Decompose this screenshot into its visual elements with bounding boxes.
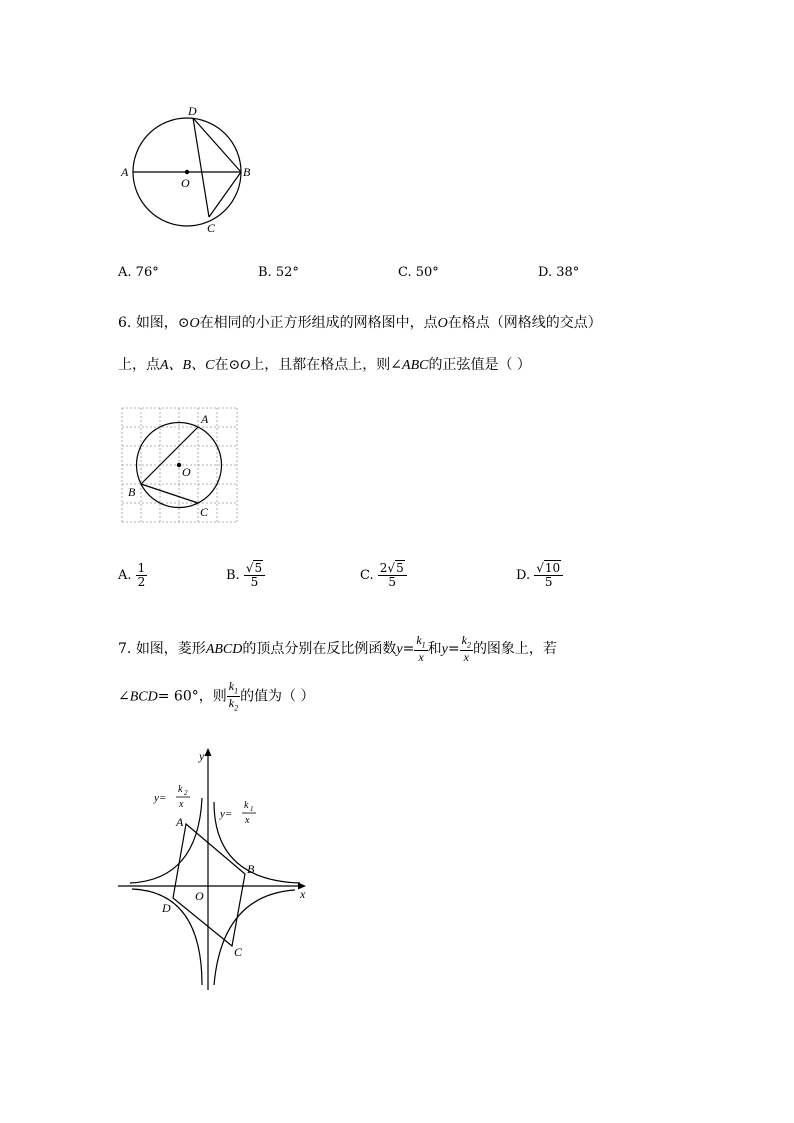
- q6-label-B: B: [128, 485, 136, 499]
- q7-curve-label-right-y: y=: [220, 808, 233, 820]
- q5-option-d-letter: D.: [538, 265, 553, 280]
- q5-option-b-letter: B.: [258, 265, 272, 280]
- q7-label-y-axis: y: [199, 749, 205, 763]
- q7-func1-den: x: [418, 650, 424, 665]
- q5-center-dot: [185, 170, 189, 174]
- q6-text-2d: 的正弦值是（ ）: [428, 357, 531, 373]
- q6-option-a-fraction: [136, 562, 148, 589]
- q7-ratio-num: [227, 680, 240, 697]
- q6-text-2b: 在: [214, 357, 229, 373]
- q7-func2-k: k: [461, 633, 467, 647]
- q7-ratio-den: [227, 697, 240, 713]
- q5-option-a[interactable]: [118, 265, 159, 280]
- q7-curve-label-left-y: y=: [154, 792, 167, 804]
- q6-option-a-num: 1: [137, 561, 146, 575]
- q6-option-b[interactable]: [226, 562, 265, 589]
- q7-func2-eq: =: [447, 641, 460, 658]
- q7-func1-k: k: [416, 633, 422, 647]
- q7-ratio-frac: [227, 680, 240, 713]
- q6-option-c-radicand: 5: [396, 561, 404, 575]
- q7-ratio-k1: k: [228, 679, 235, 693]
- q5-option-a-letter: A.: [118, 265, 132, 280]
- q6-option-a-letter: A.: [118, 568, 132, 584]
- q6-circle-symbol-2: ⊙O: [228, 358, 251, 373]
- q5-label-O: O: [181, 176, 190, 190]
- q7-func1-num: [414, 634, 427, 651]
- q6-option-c-den: 5: [388, 575, 397, 590]
- q6-line-1: [118, 312, 602, 332]
- q6-option-b-letter: B.: [226, 568, 240, 584]
- q6-text-1b: 在相同的小正方形组成的网格图中，点: [199, 315, 438, 331]
- q7-label-x-axis: x: [300, 887, 306, 901]
- q7-label-B: B: [247, 862, 255, 876]
- q5-option-c-value: 50°: [415, 265, 439, 280]
- q5-circle-figure: [110, 95, 270, 245]
- q7-text-1b: 的顶点分别在反比例函数: [242, 641, 397, 658]
- q7-rhombus-ABCD: [173, 824, 245, 946]
- q5-option-a-value: 76°: [135, 265, 159, 280]
- q6-option-d-letter: D.: [516, 568, 531, 584]
- q6-option-a[interactable]: [118, 562, 147, 589]
- q6-option-d-num: √10: [534, 562, 563, 576]
- q5-option-d-value: 38°: [556, 265, 580, 280]
- q7-ratio-sub1: 1: [234, 686, 239, 696]
- q7-text-1d: 的图象上，若: [472, 641, 557, 658]
- q6-option-d-fraction: [534, 562, 563, 589]
- q7-angle: ∠BCD: [118, 689, 158, 705]
- q6-option-c-fraction: [378, 562, 407, 589]
- q7-ratio-k2: k: [228, 696, 235, 711]
- q5-option-b-value: 52°: [275, 265, 299, 280]
- q5-option-c[interactable]: [398, 265, 439, 280]
- q7-text-1a: 如图，菱形: [135, 641, 206, 658]
- q7-curve-label-right-k: k: [244, 800, 249, 811]
- q6-segment-BC: [141, 484, 198, 503]
- q7-curve-k2-q4: [214, 890, 295, 985]
- q6-option-d-radicand: 10: [544, 561, 561, 575]
- q7-func2-frac: [460, 634, 473, 664]
- q6-label-A: A: [201, 412, 209, 426]
- q6-text-2c: 上，且都在格点上，则: [250, 357, 391, 373]
- q6-angle: ∠ABC: [390, 358, 429, 373]
- q6-option-b-fraction: [244, 562, 265, 589]
- q7-label-D: D: [162, 901, 171, 915]
- q5-option-b[interactable]: [258, 265, 299, 280]
- q6-option-c-letter: C.: [360, 568, 374, 584]
- q7-coordinate-figure: [110, 740, 320, 1000]
- q7-label-A: A: [176, 815, 184, 829]
- q7-func2-num: [460, 634, 473, 651]
- q6-option-c-num: 2√5: [378, 562, 407, 576]
- q6-option-c[interactable]: [360, 562, 407, 589]
- q6-option-a-den: 2: [137, 575, 146, 590]
- q5-label-A: A: [121, 165, 129, 179]
- q7-func1-y: y: [396, 642, 403, 658]
- q6-points: A、B、C: [160, 358, 215, 373]
- q7-func1-frac: [414, 634, 427, 664]
- q7-label-C: C: [234, 945, 243, 959]
- q6-point-o: O: [437, 316, 448, 331]
- q7-func1-sub: 1: [421, 640, 426, 650]
- q7-curve-label-left-k: k: [178, 784, 183, 795]
- q7-ratio-sub2: 2: [234, 703, 239, 713]
- q6-label-O: O: [182, 465, 191, 479]
- q7-curve-label-left-x: x: [179, 799, 184, 810]
- q7-func1-eq: =: [402, 641, 415, 658]
- q7-angle-value: = 60°: [157, 688, 199, 705]
- q7-func2-sub: 2: [466, 640, 471, 650]
- q6-number: 6.: [118, 315, 132, 331]
- q6-text-1c: 在格点（网格线的交点）: [447, 315, 602, 331]
- q6-option-c-coef: 2: [379, 561, 388, 575]
- q6-circle-symbol: ⊙O: [177, 316, 200, 331]
- q7-curve-label-right-x: x: [245, 815, 250, 826]
- q5-label-C: C: [207, 221, 216, 235]
- q5-option-c-letter: C.: [398, 265, 412, 280]
- q7-text-2c: 的值为（ ）: [240, 688, 315, 705]
- q6-option-b-den: 5: [250, 575, 259, 590]
- q5-label-B: B: [243, 165, 251, 179]
- q7-text-1c: 和: [427, 641, 442, 658]
- q5-option-d[interactable]: [538, 265, 579, 280]
- q7-curve-k2-q2: [130, 798, 202, 883]
- q7-y-axis-arrow: [205, 748, 212, 756]
- q6-label-C: C: [200, 505, 209, 519]
- q7-label-O: O: [195, 889, 204, 903]
- q7-rhombus: ABCD: [205, 642, 243, 658]
- q6-text-2a: 上，点: [118, 357, 160, 373]
- q6-option-d[interactable]: [516, 562, 563, 589]
- q7-text-2b: ，则: [198, 688, 227, 705]
- q7-func2-den: x: [463, 650, 469, 665]
- q7-func2-y: y: [441, 642, 448, 658]
- q6-line-2: [118, 354, 531, 374]
- q6-option-b-num: √5: [244, 562, 265, 576]
- q7-curve-label-right-sub: 1: [250, 805, 254, 813]
- q7-number: 7.: [118, 641, 132, 658]
- q6-option-b-radicand: 5: [254, 561, 263, 575]
- q5-label-D: D: [188, 104, 197, 118]
- q6-grid-figure: [118, 404, 242, 526]
- q6-center-dot: [177, 463, 181, 467]
- q7-line-1: [118, 634, 557, 664]
- q7-curve-label-left-sub: 2: [184, 789, 188, 797]
- q6-text-1a: 如图，: [135, 315, 178, 331]
- q7-line-2: [118, 680, 315, 713]
- q6-option-d-den: 5: [544, 575, 553, 590]
